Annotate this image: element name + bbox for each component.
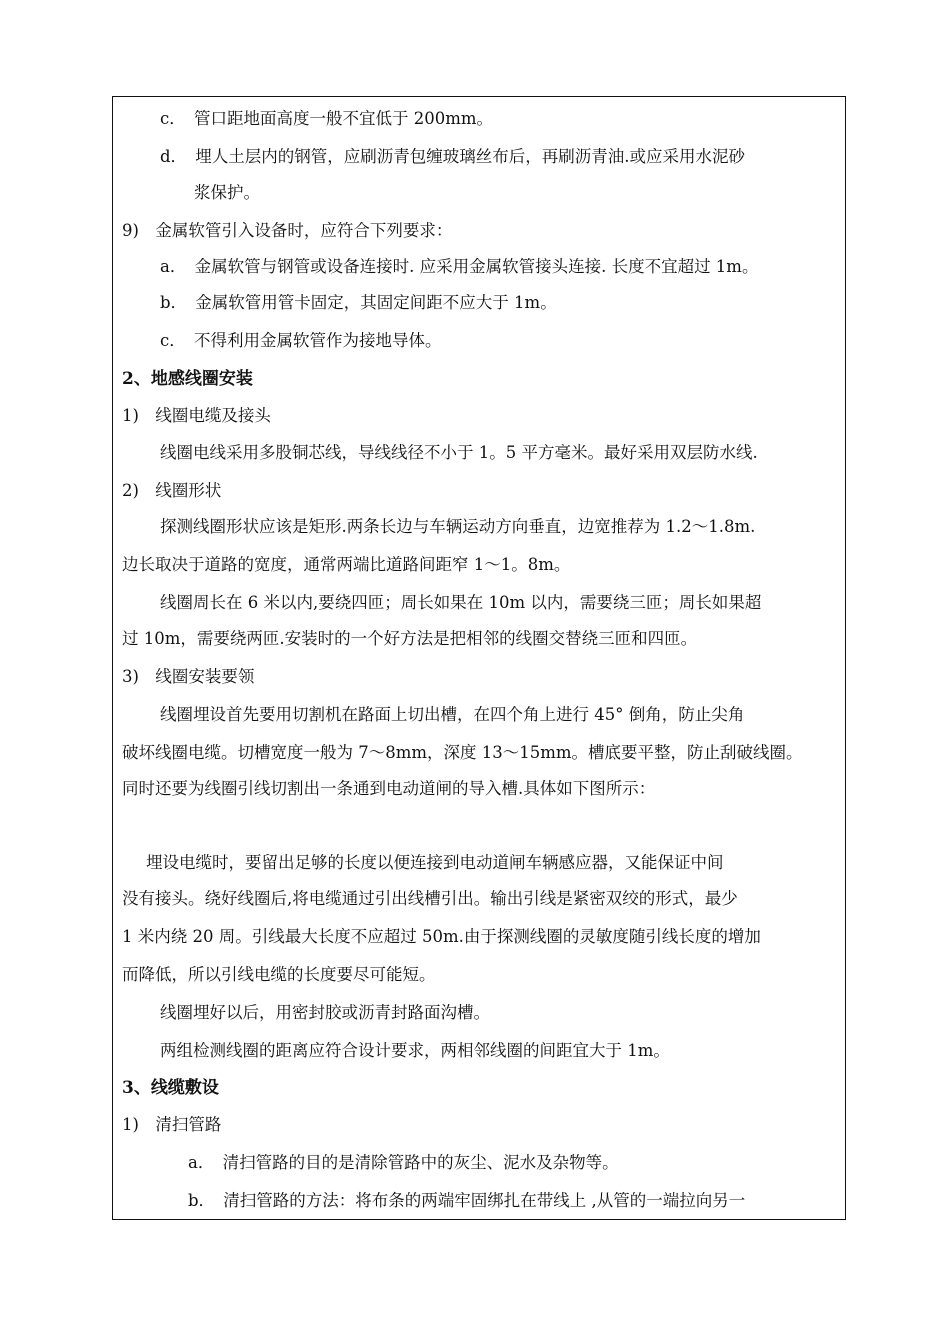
subsection-3-heading: 3) 线圈安装要领 xyxy=(122,667,255,686)
paragraph-burying-line3: 1 米内绕 20 周。引线最大长度不应超过 50m.由于探测线圈的灵敏度随引线长度的增加 xyxy=(122,927,761,946)
paragraph-burying-line2: 没有接头。绕好线圈后,将电缆通过引出线槽引出。输出引线是紧密双绞的形式，最少 xyxy=(122,889,738,908)
item-b-flex-conduit: b． 金属软管用管卡固定，其固定间距不应大于 1m。 xyxy=(160,293,557,312)
paragraph-burying-line1: 埋设电缆时，要留出足够的长度以便连接到电动道闸车辆感应器，又能保证中间 xyxy=(146,853,724,872)
paragraph-install-line3: 同时还要为线圈引线切割出一条通到电动道闸的导入槽.具体如下图所示： xyxy=(122,779,656,798)
item-a-clean-purpose: a． 清扫管路的目的是清除管路中的灰尘、泥水及杂物等。 xyxy=(188,1153,619,1172)
paragraph-spacing: 两组检测线圈的距离应符合设计要求，两相邻线圈的间距宜大于 1m。 xyxy=(160,1041,670,1060)
paragraph-turns-line1: 线圈周长在 6 米以内,要绕四匝；周长如果在 10m 以内，需要绕三匝；周长如果超 xyxy=(160,593,762,612)
paragraph-shape-line2: 边长取决于道路的宽度，通常两端比道路间距窄 1～1。8m。 xyxy=(122,555,571,574)
paragraph-sealing: 线圈埋好以后，用密封胶或沥青封路面沟槽。 xyxy=(160,1003,490,1022)
item-c-flex-conduit: c． 不得利用金属软管作为接地导体。 xyxy=(160,331,442,350)
paragraph-install-line1: 线圈埋设首先要用切割机在路面上切出槽，在四个角上进行 45° 倒角，防止尖角 xyxy=(160,705,745,724)
paragraph-install-line2: 破坏线圈电缆。切槽宽度一般为 7～8mm，深度 13～15mm。槽底要平整，防止刮破线圈。 xyxy=(122,743,803,762)
section-9-heading: 9) 金属软管引入设备时，应符合下列要求： xyxy=(122,221,453,240)
section-2-title: 2、地感线圈安装 xyxy=(122,369,253,389)
item-b-clean-method: b． 清扫管路的方法：将布条的两端牢固绑扎在带线上 ,从管的一端拉向另一 xyxy=(188,1191,746,1210)
paragraph-turns-line2: 过 10m，需要绕两匝.安装时的一个好方法是把相邻的线圈交替绕三匝和四匝。 xyxy=(122,629,698,648)
item-a-flex-conduit: a． 金属软管与钢管或设备连接时. 应采用金属软管接头连接. 长度不宜超过 1m。 xyxy=(160,257,759,276)
subsection-1-heading: 1) 线圈电缆及接头 xyxy=(122,406,271,425)
section-3-title: 3、线缆敷设 xyxy=(122,1078,219,1098)
paragraph-burying-line4: 而降低，所以引线电缆的长度要尽可能短。 xyxy=(122,965,436,984)
paragraph-cable: 线圈电线采用多股铜芯线，导线线径不小于 1。5 平方毫米。最好采用双层防水线. xyxy=(160,443,758,462)
subsection-2-heading: 2) 线圈形状 xyxy=(122,481,222,500)
item-d-buried-pipe: d． 埋人土层内的钢管，应刷沥青包缠玻璃丝布后，再刷沥青油.或应采用水泥砂 xyxy=(160,147,746,166)
item-d-continuation: 浆保护。 xyxy=(194,183,260,202)
item-c-pipe-height: c． 管口距地面高度一般不宜低于 200mm。 xyxy=(160,109,494,128)
subsection-clean-heading: 1) 清扫管路 xyxy=(122,1115,222,1134)
paragraph-shape-line1: 探测线圈形状应该是矩形.两条长边与车辆运动方向垂直，边宽推荐为 1.2～1.8m. xyxy=(160,517,756,536)
